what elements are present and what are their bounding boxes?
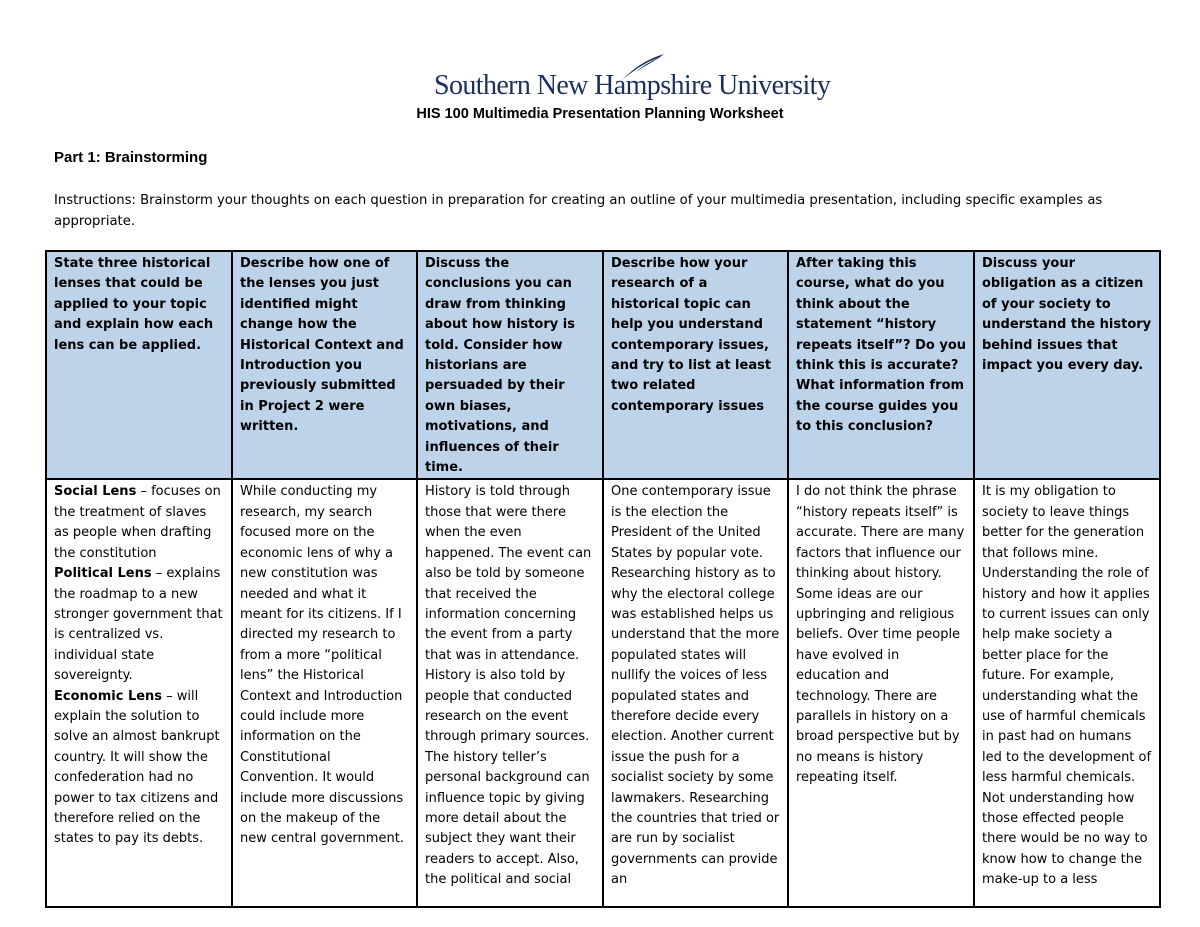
answer-cell	[974, 479, 1160, 907]
question-cell: State three historical lenses that could be applied to your topic and explain how each lens can be applied.	[46, 251, 232, 479]
political-lens-text: – explains the roadmap to a new stronger government that is centralized vs. individual state sovereignty.	[54, 566, 223, 684]
question-cell: Describe how your research of a historical topic can help you understand contemporary issues, and try to list at least two related contemporary issues	[603, 251, 788, 479]
document-title: HIS 100 Multimedia Presentation Planning Worksheet	[416, 106, 784, 122]
answer-cell	[46, 479, 232, 907]
economic-lens-label: Economic Lens	[54, 688, 163, 704]
answer-cell	[788, 479, 974, 907]
answer-cell	[417, 479, 603, 907]
answer-cell	[232, 479, 417, 907]
social-lens-text: – focuses on the treatment of slaves as people when drafting the constitution	[54, 484, 221, 561]
answer-text: One contemporary issue is the election the President of the United States by popular vote. Researching history as to why the electoral college was established helps us understand that the more populated states will nullify the voices of less populated states and therefore decide every election. Another current issue the push for a socialist society by some lawmakers. Researching the countries that tried or are run by socialist governments can provide an	[611, 484, 780, 888]
answer-cell	[603, 479, 788, 907]
political-lens-label: Political Lens	[54, 566, 152, 582]
answer-text: While conducting my research, my search focused more on the economic lens of why a new constitution was needed and what it meant for its citizens. If I directed my research to from a more “political lens” the Historical Context and Introduction could include more information on the Constitutional Convention. It would include more discussions on the makeup of the new central government.	[240, 484, 404, 847]
part-heading: Part 1: Brainstorming	[54, 149, 208, 166]
question-cell: Discuss your obligation as a citizen of your society to understand the history behind issues that impact you every day.	[974, 251, 1160, 479]
university-name: Southern New Hampshire University	[434, 70, 831, 101]
answer-text: I do not think the phrase “history repeats itself” is accurate. There are many factors that influence our thinking about history. Some ideas are our upbringing and religious beliefs. Over time people have evolved in education and technology. There are parallels in history on a broad perspective but by no means is history repeating itself.	[796, 484, 965, 786]
answer-row	[46, 479, 1160, 907]
economic-lens-text: – will explain the solution to solve an almost bankrupt country. It will show the confederation had no power to tax citizens and therefore relied on the states to pay its debts.	[54, 688, 220, 847]
answer-text: History is told through those that were there when the even happened. The event can also be told by someone that received the information concerning the event from a party that was in attendance. History is also told by people that conducted research on the event through primary sources. The history teller’s personal background can influence topic by giving more detail about the subject they want their readers to accept. Also, the political and social	[425, 484, 592, 888]
question-cell: Describe how one of the lenses you just identified might change how the Historical Context and Introduction you previously submitted in Project 2 were written.	[232, 251, 417, 479]
answer-text: It is my obligation to society to leave things better for the generation that follows mine. Understanding the role of history and how it applies to current issues can only help make society a better place for the future. For example, understanding what the use of harmful chemicals in past had on humans led to the development of less harmful chemicals. Not understanding how those effected people there would be no way to know how to change the make-up to a less	[982, 484, 1152, 888]
social-lens-label: Social Lens	[54, 484, 137, 500]
brainstorm-table	[45, 250, 1161, 908]
question-cell: After taking this course, what do you think about the statement “history repeats itself”? Do you think this is accurate? What information from the course guides you to this conclusion?	[788, 251, 974, 479]
question-cell: Discuss the conclusions you can draw from thinking about how history is told. Consider how historians are persuaded by their own biases, motivations, and influences of their time.	[417, 251, 603, 479]
instructions-text: Instructions: Brainstorm your thoughts on each question in preparation for creating an outline of your multimedia presentation, including specific examples as appropriate.	[54, 193, 1103, 229]
question-row	[46, 251, 1160, 479]
